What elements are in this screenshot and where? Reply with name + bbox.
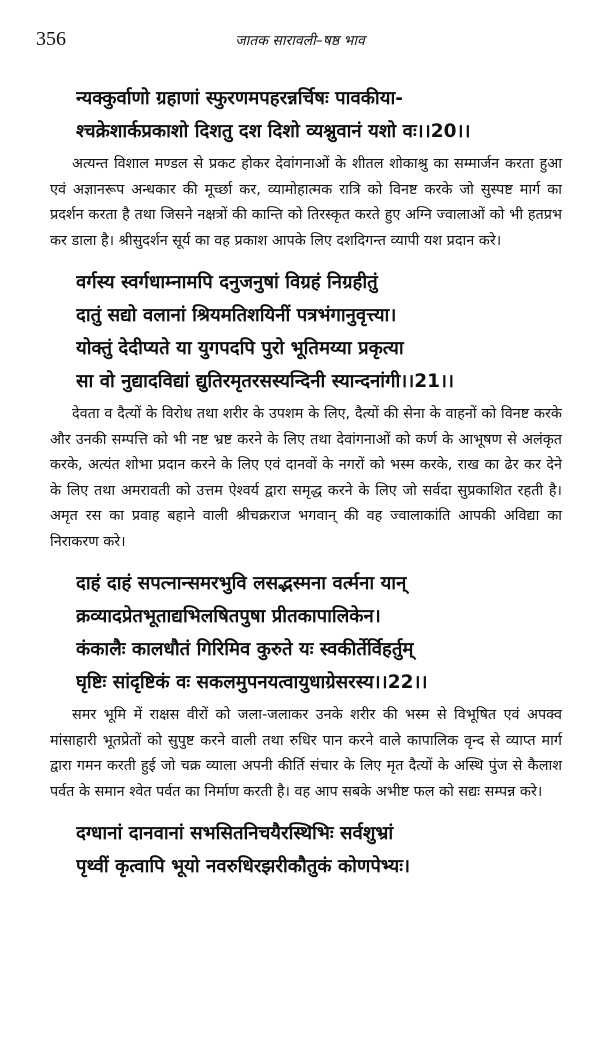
verse-line: दग्धानां दानवानां सभसितनिचयैरस्थिभिः सर्वशुभ्रां	[76, 823, 394, 844]
verse-20	[76, 82, 562, 148]
verse-line: पृथ्वीं कृत्वापि भूयो नवरुधिरझरीकौतुकं कोणपेभ्यः।	[76, 856, 411, 877]
verse-line: दातुं सद्यो वलानां श्रियमतिशयिनीं पत्रभंगानुवृत्त्या।	[76, 305, 397, 326]
page-number: 356	[36, 28, 66, 50]
verse-line: वर्गस्य स्वर्गधाम्नामपि दनुजनुषां विग्रहं निग्रहीतुं	[76, 272, 378, 293]
verse-line: सा वो नुद्यादविद्यां द्युतिरमृतरसस्यन्दिनी स्यान्दनांगी।।21।।	[76, 371, 455, 392]
running-title: जातक सारावली–षष्ठ भाव	[235, 33, 365, 49]
verse-22-translation: समर भूमि में राक्षस वीरों को जला-जलाकर उनके शरीर की भस्म से विभूषित एवं अपक्व मांसाहारी भूतप्रेतों को सुपुष्ट करने वाली तथा रुधिर पान करने वाले कापालिक वृन्द से व्याप्त मार्ग द्वारा गमन करती हुई जो चक्र व्याला अपनी कीर्ति संचार के लिए मृत दैत्यों के अस्थि पुंज से कैलाश पर्वत के समान श्वेत पर्वत का निर्माण करती है। वह आप सबके अभीष्ट फल को सद्यः सम्पन्न करे।	[50, 707, 562, 800]
page-header	[36, 28, 564, 54]
verse-line: न्यक्कुर्वाणो ग्रहाणां स्फुरणमपहरन्नर्चिषः पावकीया-	[76, 88, 403, 109]
page-body	[50, 82, 562, 887]
verse-21-translation: देवता व दैत्यों के विरोध तथा शरीर के उपशम के लिए, दैत्यों की सेना के वाहनों को विनष्ट करके और उनकी सम्पत्ति को भी नष्ट भ्रष्ट करने के लिए तथा देवांगनाओं को कर्ण के आभूषण से अलंकृत करके, अत्यंत शोभा प्रदान करने के लिए एवं दानवों के नगरों को भस्म करके, राख का ढेर कर देने के लिए तथा अमरावती को उत्तम ऐश्वर्य द्वारा समृद्ध करने के लिए जो सर्वदा सुप्रकाशित रहती है। अमृत रस का प्रवाह बहाने वाली श्रीचक्रराज भगवान् की वह ज्वालाकांति आपकी अविद्या का निराकरण करे।	[50, 406, 562, 550]
verse-20-translation: अत्यन्त विशाल मण्डल से प्रकट होकर देवांगनाओं के शीतल शोकाश्रु का सम्मार्जन करता हुआ एवं अज्ञानरूप अन्धकार की मूर्च्छा कर, व्यामोहात्मक रात्रि को विनष्ट करके जो सुस्पष्ट मार्ग का प्रदर्शन करता है तथा जिसने नक्षत्रों की कान्ति को तिरस्कृत करते हुए अग्नि ज्वालाओं को भी हतप्रभ कर डाला है। श्रीसुदर्शन सूर्य का वह प्रकाश आपके लिए दशदिगन्त व्यापी यश प्रदान करे।	[50, 156, 562, 249]
verse-line: दाहं दाहं सपत्नान्समरभुवि लसद्भस्मना वर्त्मना यान्	[76, 573, 407, 594]
verse-line: योक्तुं देदीप्यते या युगपदपि पुरो भूतिमय्या प्रकृत्या	[76, 338, 404, 359]
verse-line: क्रव्यादप्रेतभूताद्यभिलषितपुषा प्रीतकापालिकेन।	[76, 606, 381, 627]
verse-22	[76, 567, 562, 699]
verse-line: घृष्टिः सांदृष्टिकं वः सकलमुपनयत्वायुधाग्रेसरस्य।।22।।	[76, 672, 428, 693]
verse-line: कंकालैः कालधौतं गिरिमिव कुरुते यः स्वकीर्तेर्विहर्तुम्	[76, 639, 414, 660]
verse-23	[76, 817, 562, 883]
verse-21	[76, 266, 562, 398]
verse-line: श्चक्रेशार्कप्रकाशो दिशतु दश दिशो व्यश्नुवानं यशो वः।।20।।	[76, 121, 471, 142]
